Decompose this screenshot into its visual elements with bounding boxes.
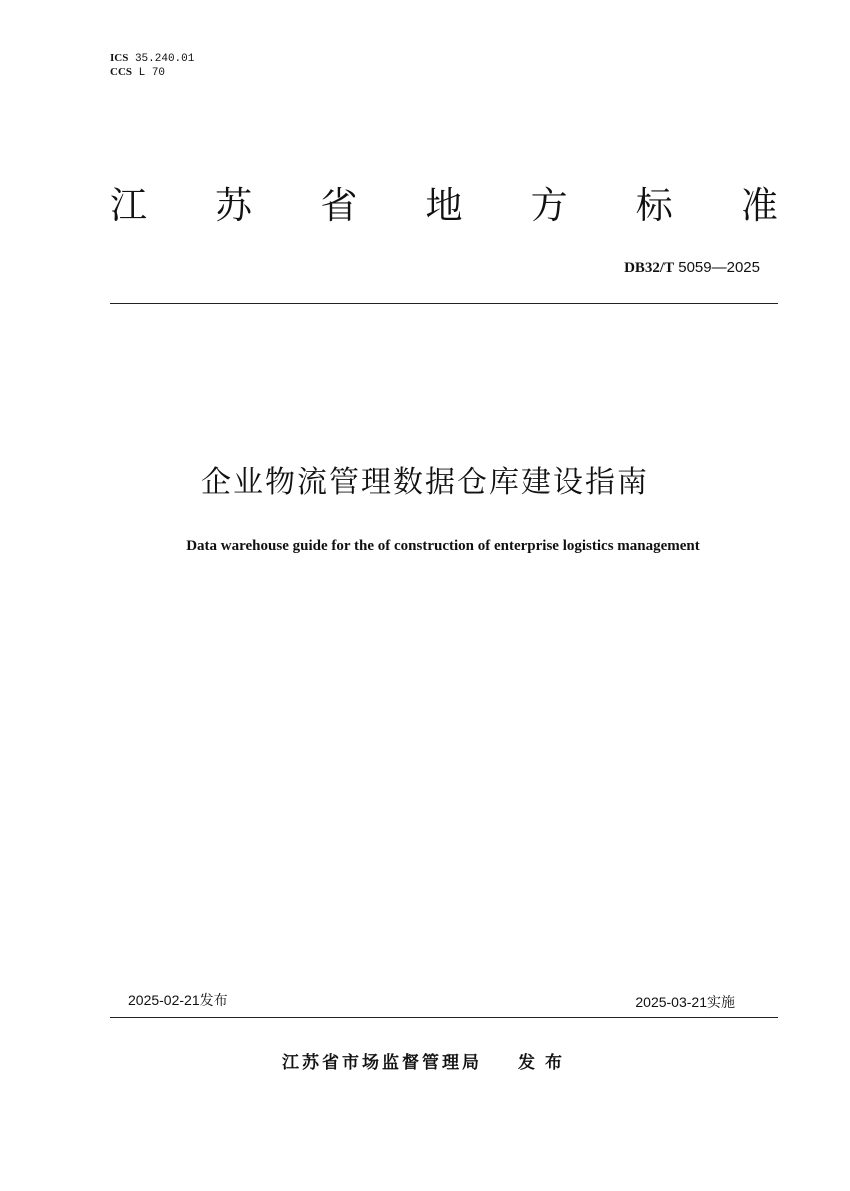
classification-codes <box>110 52 194 80</box>
bottom-divider <box>110 1017 778 1018</box>
publish-date: 2025-02-21发布 <box>128 992 228 1008</box>
standard-number-value: 5059—2025 <box>678 259 760 276</box>
standard-type-char: 地 <box>425 184 463 227</box>
document-title-chinese: 企业物流管理数据仓库建设指南 <box>201 465 649 500</box>
implementation-date: 2025-03-21实施 <box>635 994 735 1010</box>
publisher-name: 江苏省市场监督管理局 <box>282 1053 482 1073</box>
standard-type-char: 方 <box>530 184 568 227</box>
standard-type-char: 标 <box>635 184 673 227</box>
standard-number-prefix: DB32/T <box>624 260 675 276</box>
ccs-value: L 70 <box>138 67 166 79</box>
top-divider <box>110 303 778 304</box>
publisher-line <box>282 1051 572 1075</box>
standard-type-char: 江 <box>110 184 147 227</box>
ccs-code <box>110 66 194 80</box>
publisher-action: 发布 <box>518 1053 572 1073</box>
standard-type-heading <box>110 182 778 230</box>
document-title-english: Data warehouse guide for the of construction of enterprise logistics management <box>186 538 700 554</box>
standard-number <box>624 258 760 278</box>
ccs-label: CCS <box>110 66 133 78</box>
standard-type-char: 苏 <box>215 184 253 227</box>
ics-value: 35.240.01 <box>134 53 195 65</box>
ics-code <box>110 52 194 66</box>
standard-type-char: 准 <box>740 184 778 227</box>
ics-label: ICS <box>110 52 129 64</box>
standard-type-char: 省 <box>320 184 358 227</box>
